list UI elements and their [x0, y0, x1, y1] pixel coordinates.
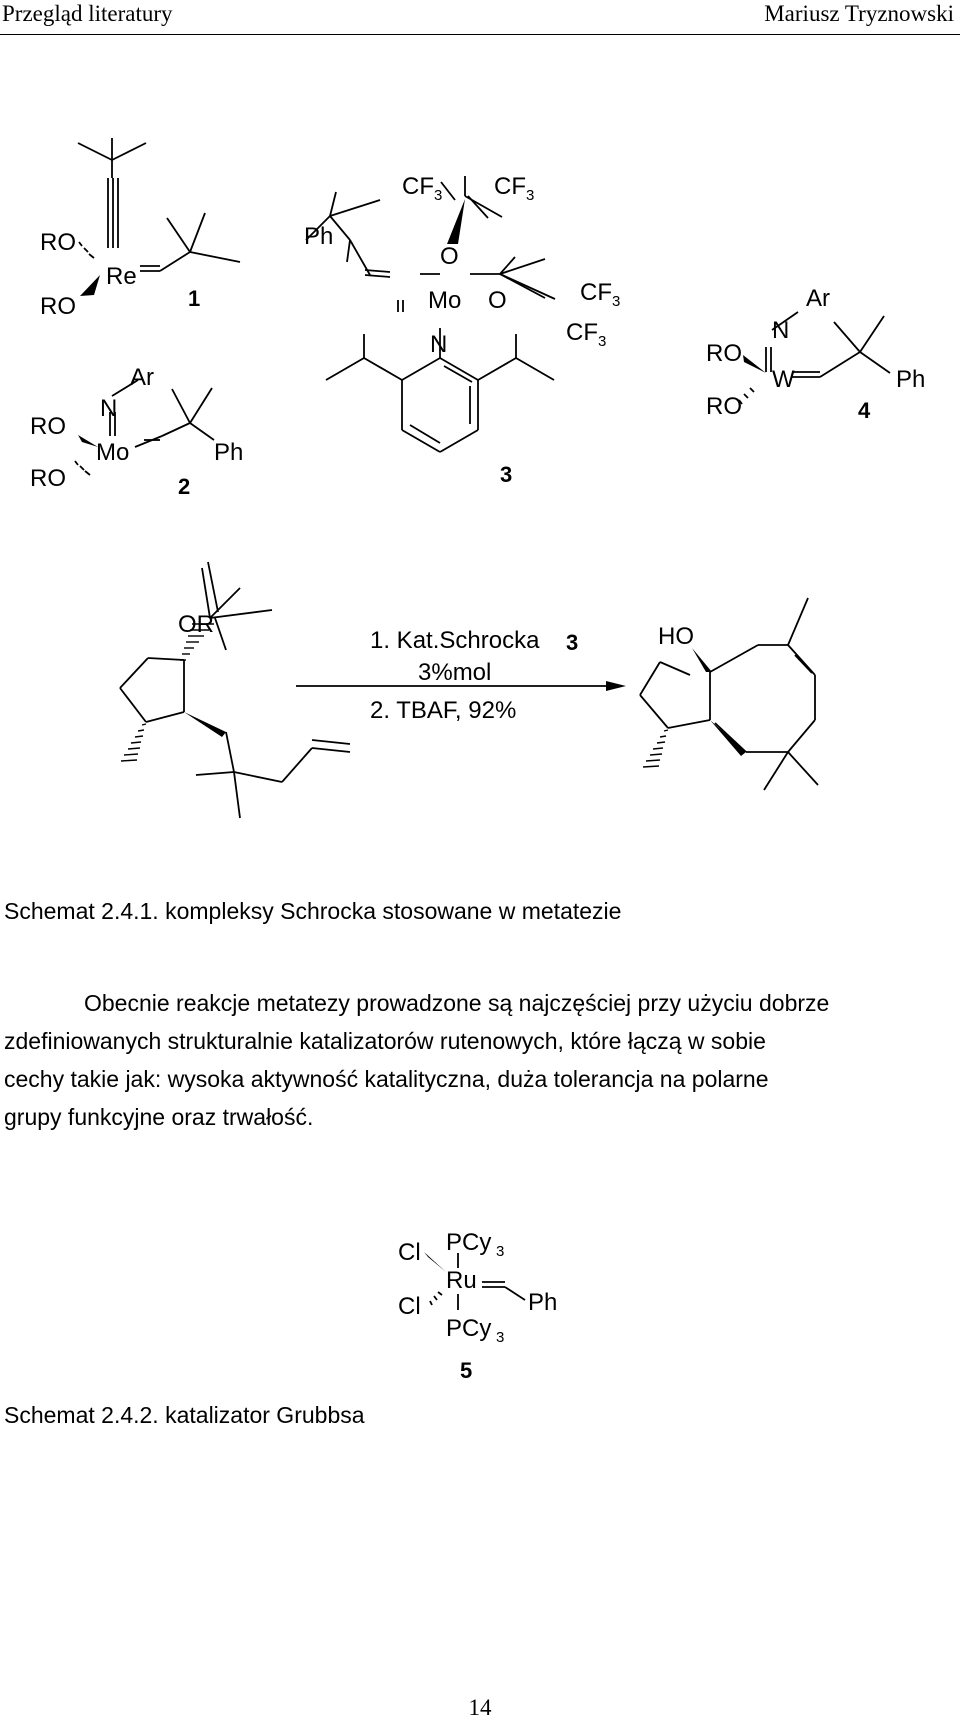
c4-n: N [772, 317, 790, 344]
reaction-catalyst-number: 3 [566, 630, 579, 655]
c5-pcy-top-sub: 3 [496, 1243, 505, 1260]
c5-ph: Ph [528, 1289, 558, 1316]
c3-cf-right-sub: 3 [526, 187, 535, 204]
compound-2-wedge [78, 435, 98, 447]
product-oh-wedge [692, 648, 712, 672]
paragraph-line-2: zdefiniowanych strukturalnie katalizatorów rutenowych, które łączą w sobie [4, 1028, 766, 1054]
c4-w: W [772, 366, 795, 393]
c3-mo: Mo [428, 287, 462, 314]
c4-ph: Ph [896, 366, 926, 393]
c4-ro-bottom: RO [706, 393, 742, 420]
c5-cl-top: Cl [398, 1239, 421, 1266]
compound-3-structure [306, 176, 555, 452]
c3-n: N [430, 331, 448, 358]
c2-ph: Ph [214, 439, 244, 466]
paragraph-line-1: Obecnie reakcje metatezy prowadzone są najczęściej przy użyciu dobrze [84, 990, 830, 1016]
structure-labels [30, 173, 925, 1383]
page-number: 14 [468, 1695, 492, 1720]
c3-cf-right: CF [494, 173, 526, 200]
scheme-1-caption: Schemat 2.4.1. kompleksy Schrocka stosowane w metatezie [4, 898, 622, 924]
compound-2-number: 2 [178, 474, 191, 499]
paragraph-line-3: cechy takie jak: wysoka aktywność katalityczna, duża tolerancja na polarne [4, 1066, 769, 1092]
product-wedge [710, 720, 746, 756]
compound-1-structure [78, 138, 240, 271]
reaction-step1: 1. Kat.Schrocka [370, 627, 540, 654]
starting-material-structure [120, 562, 350, 818]
starting-material-wedge [184, 712, 226, 737]
compound-4-structure [739, 312, 890, 404]
c3-cf-a-sub: 3 [612, 293, 621, 310]
body-paragraph [4, 984, 956, 1136]
starting-material-hash-bonds [121, 624, 214, 761]
c2-ro-top: RO [30, 413, 66, 440]
c3-cf-a: CF [580, 279, 612, 306]
c3-cf-b: CF [566, 319, 598, 346]
c5-pcy-bottom-sub: 3 [496, 1329, 505, 1346]
c1-ro-bottom: RO [40, 293, 76, 320]
compound-3-wedge [447, 199, 465, 244]
reaction-step2: 2. TBAF, 92% [370, 697, 517, 724]
c5-ru: Ru [446, 1267, 477, 1294]
compound-1-wedge [80, 275, 100, 296]
compound-4-wedge [743, 355, 766, 373]
paragraph-line-4: grupy funkcyjne oraz trwałość. [4, 1104, 314, 1130]
scheme-2-caption: Schemat 2.4.2. katalizator Grubbsa [4, 1402, 365, 1428]
c3-o-top: O [440, 243, 459, 270]
c3-cf-b-sub: 3 [598, 333, 607, 350]
c4-ro-top: RO [706, 340, 742, 367]
c4-ar: Ar [806, 285, 830, 312]
sm-or: OR [178, 611, 214, 638]
c3-o-right: O [488, 287, 507, 314]
compound-4-number: 4 [858, 398, 871, 423]
product-ho: HO [658, 623, 694, 650]
reaction-loading: 3%mol [418, 659, 492, 686]
header-author: Mariusz Tryznowski [764, 1, 954, 26]
c2-mo: Mo [96, 439, 130, 466]
c3-ph: Ph [304, 223, 334, 250]
c5-cl-bottom: Cl [398, 1293, 421, 1320]
c1-ro-top: RO [40, 229, 76, 256]
c3-cf-left-sub: 3 [434, 187, 443, 204]
c1-re: Re [106, 263, 137, 290]
c2-ar: Ar [130, 364, 154, 391]
c5-pcy-bottom: PCy [446, 1315, 492, 1342]
compound-5-wedge [424, 1252, 446, 1272]
c5-pcy-top: PCy [446, 1229, 492, 1256]
compound-1-number: 1 [188, 286, 201, 311]
c2-ro-bottom: RO [30, 465, 66, 492]
compound-3-number: 3 [500, 462, 513, 487]
product-hash-bonds [643, 730, 668, 767]
c3-cf-left: CF [402, 173, 434, 200]
compound-5-number: 5 [460, 1358, 473, 1383]
c2-n: N [100, 395, 118, 422]
compound-5-structure [430, 1253, 525, 1310]
header-left-title: Przegląd literatury [2, 1, 173, 26]
